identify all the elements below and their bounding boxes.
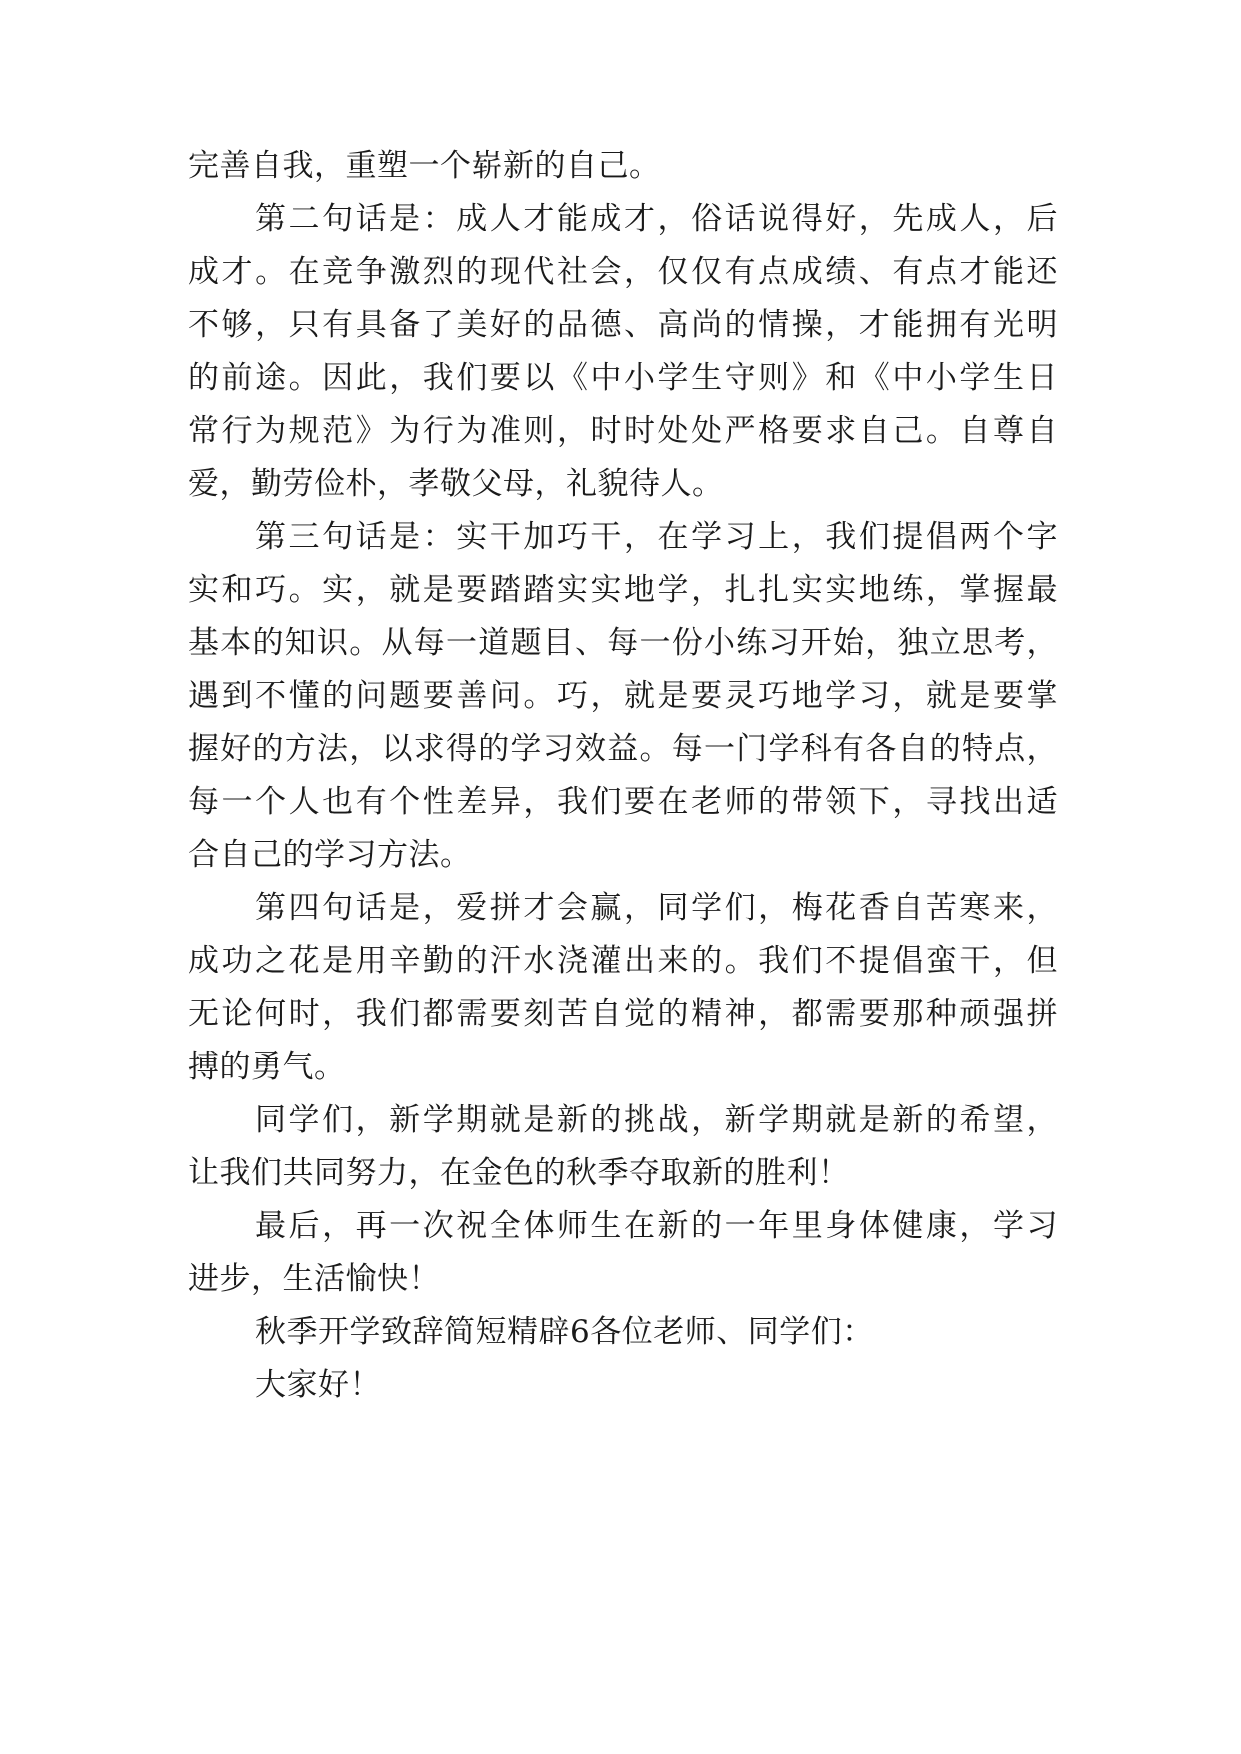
paragraph-line: 完善自我，重塑一个崭新的自己。 — [188, 148, 661, 184]
paragraph-line: 搏的勇气。 — [188, 1049, 346, 1085]
paragraph-line: 秋季开学致辞简短精辟6各位老师、同学们： — [255, 1314, 874, 1350]
paragraph-line: 基本的知识。从每一道题目、每一份小练习开始，独立思考， — [188, 625, 1058, 661]
paragraph-line: 进步，生活愉快！ — [188, 1261, 440, 1297]
paragraph-line: 的前途。因此，我们要以《中小学生守则》和《中小学生日 — [188, 360, 1058, 396]
paragraph-line: 握好的方法，以求得的学习效益。每一门学科有各自的特点， — [188, 731, 1058, 767]
paragraph-line: 第四句话是，爱拼才会赢，同学们，梅花香自苦寒来， — [255, 890, 1058, 926]
paragraph-line: 让我们共同努力，在金色的秋季夺取新的胜利！ — [188, 1155, 850, 1191]
paragraph-line: 第三句话是：实干加巧干，在学习上，我们提倡两个字 — [255, 519, 1058, 555]
paragraph-line: 遇到不懂的问题要善问。巧，就是要灵巧地学习，就是要掌 — [188, 678, 1058, 714]
paragraph-line: 成才。在竞争激烈的现代社会，仅仅有点成绩、有点才能还 — [188, 254, 1058, 290]
paragraph-line: 常行为规范》为行为准则，时时处处严格要求自己。自尊自 — [188, 413, 1058, 449]
paragraph-line: 同学们，新学期就是新的挑战，新学期就是新的希望， — [255, 1102, 1058, 1138]
paragraph-line: 大家好！ — [255, 1367, 381, 1403]
paragraph-line: 最后，再一次祝全体师生在新的一年里身体健康，学习 — [255, 1208, 1058, 1244]
paragraph-line: 不够，只有具备了美好的品德、高尚的情操，才能拥有光明 — [188, 307, 1058, 343]
paragraph-line: 成功之花是用辛勤的汗水浇灌出来的。我们不提倡蛮干，但 — [188, 943, 1058, 979]
paragraph-line: 每一个人也有个性差异，我们要在老师的带领下，寻找出适 — [188, 784, 1058, 820]
paragraph-line: 实和巧。实，就是要踏踏实实地学，扎扎实实地练，掌握最 — [188, 572, 1058, 608]
paragraph-line: 第二句话是：成人才能成才，俗话说得好，先成人，后 — [255, 201, 1058, 237]
paragraph-line: 无论何时，我们都需要刻苦自觉的精神，都需要那种顽强拼 — [188, 996, 1058, 1032]
paragraph-line: 爱，勤劳俭朴，孝敬父母，礼貌待人。 — [188, 466, 724, 502]
paragraph-line: 合自己的学习方法。 — [188, 837, 472, 873]
